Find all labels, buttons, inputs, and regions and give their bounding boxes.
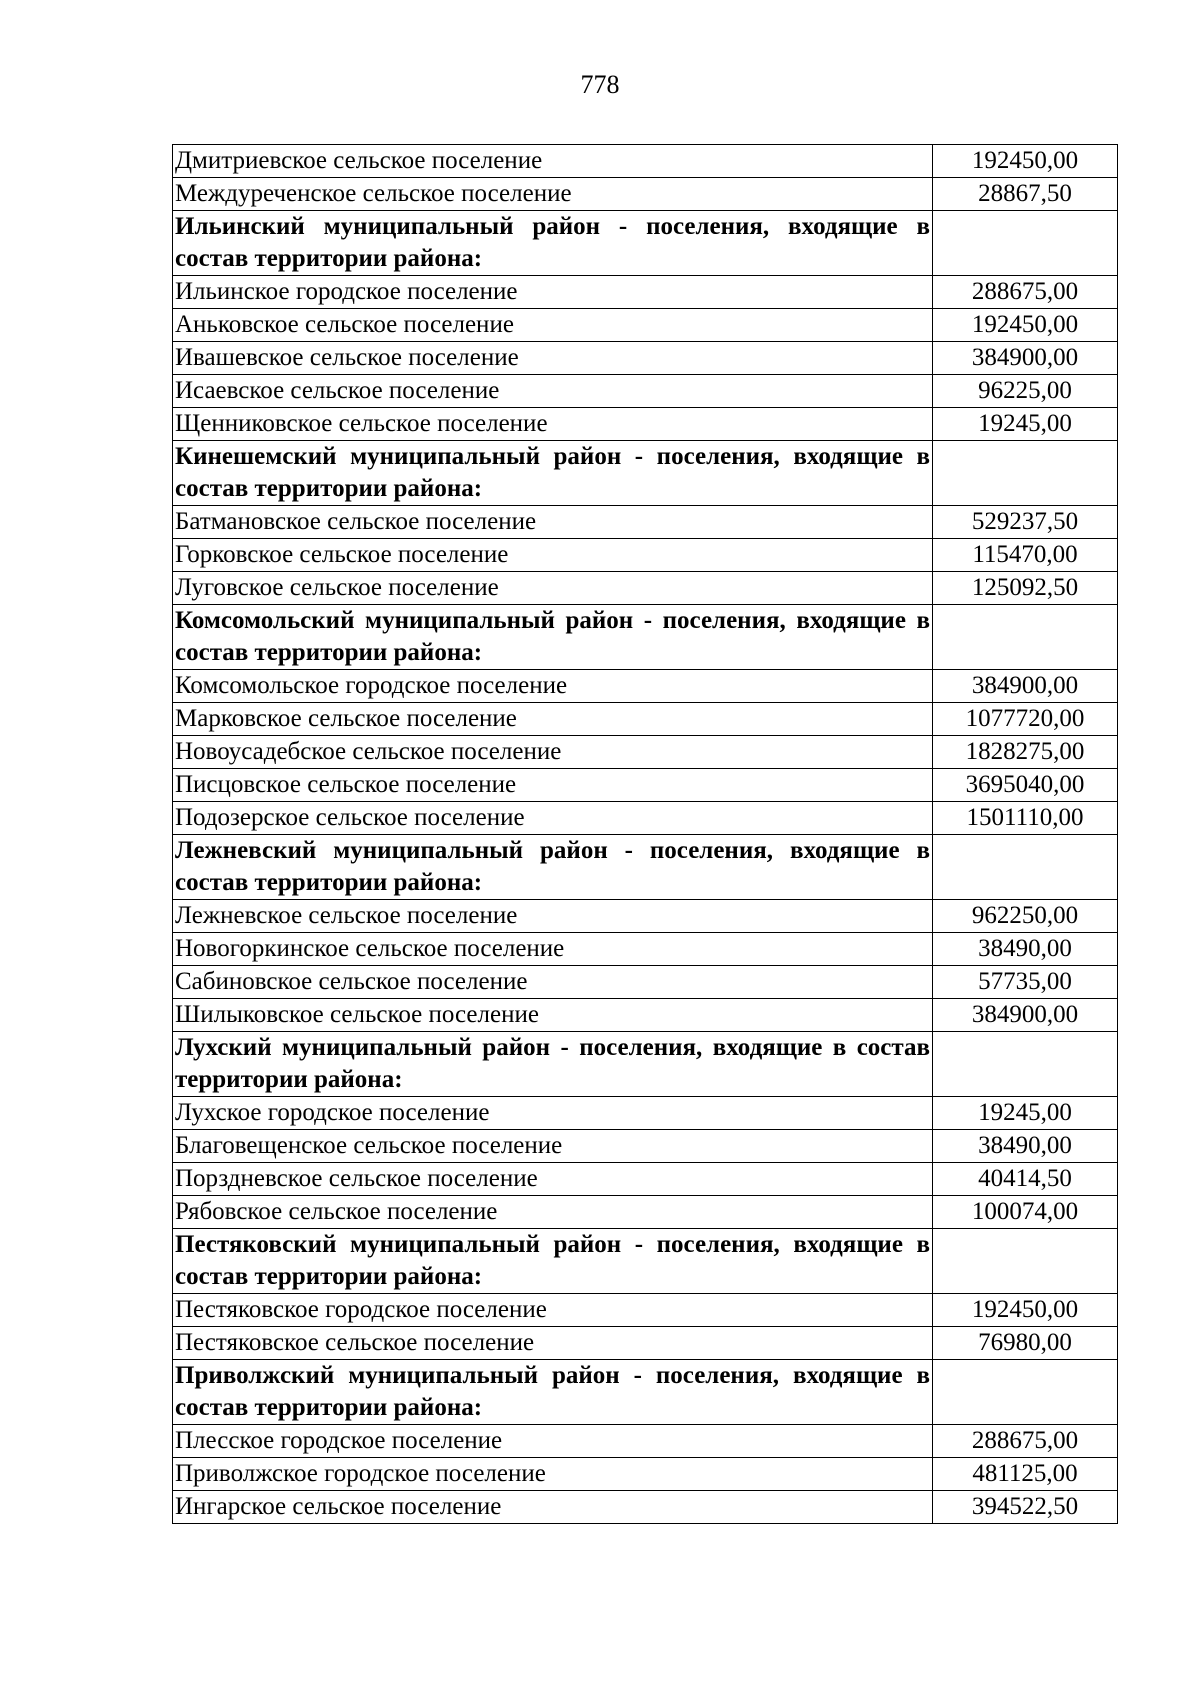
amount-cell: 481125,00 — [933, 1458, 1118, 1491]
settlement-name-cell: Марковское сельское поселение — [173, 703, 933, 736]
district-header-row — [173, 1360, 1118, 1425]
page-number: 778 — [580, 70, 620, 99]
amount-cell: 384900,00 — [933, 342, 1118, 375]
table-row — [173, 736, 1118, 769]
amount-cell: 1077720,00 — [933, 703, 1118, 736]
district-header-cell: Приволжский муниципальный район - поселения, входящие в состав территории района: — [173, 1360, 933, 1425]
table-row — [173, 1097, 1118, 1130]
district-header-row — [173, 441, 1118, 506]
settlement-name-cell: Новоусадебское сельское поселение — [173, 736, 933, 769]
settlement-name-cell: Ингарское сельское поселение — [173, 1491, 933, 1524]
district-header-row — [173, 605, 1118, 670]
table-row — [173, 703, 1118, 736]
settlement-name-cell: Порздневское сельское поселение — [173, 1163, 933, 1196]
settlement-name-cell: Луговское сельское поселение — [173, 572, 933, 605]
district-header-cell: Комсомольский муниципальный район - поселения, входящие в состав территории района: — [173, 605, 933, 670]
amount-cell: 19245,00 — [933, 408, 1118, 441]
amount-cell: 38490,00 — [933, 933, 1118, 966]
amount-cell: 100074,00 — [933, 1196, 1118, 1229]
table-row — [173, 408, 1118, 441]
district-header-cell: Ильинский муниципальный район - поселения, входящие в состав территории района: — [173, 211, 933, 276]
settlement-name-cell: Батмановское сельское поселение — [173, 506, 933, 539]
amount-cell — [933, 1229, 1118, 1294]
settlement-name-cell: Приволжское городское поселение — [173, 1458, 933, 1491]
settlement-name-cell: Ивашевское сельское поселение — [173, 342, 933, 375]
district-header-row — [173, 211, 1118, 276]
table-row — [173, 145, 1118, 178]
table-row — [173, 1196, 1118, 1229]
table-row — [173, 1327, 1118, 1360]
table-row — [173, 769, 1118, 802]
table-row — [173, 1130, 1118, 1163]
amount-cell: 76980,00 — [933, 1327, 1118, 1360]
table-body — [173, 145, 1118, 1524]
table-row — [173, 1425, 1118, 1458]
table-row — [173, 1163, 1118, 1196]
table-row — [173, 900, 1118, 933]
amount-cell — [933, 211, 1118, 276]
amount-cell: 394522,50 — [933, 1491, 1118, 1524]
table-row — [173, 999, 1118, 1032]
amount-cell — [933, 1360, 1118, 1425]
district-header-cell: Пестяковский муниципальный район - поселения, входящие в состав территории района: — [173, 1229, 933, 1294]
settlements-allocation-table — [172, 144, 1118, 1524]
settlement-name-cell: Шилыковское сельское поселение — [173, 999, 933, 1032]
amount-cell: 3695040,00 — [933, 769, 1118, 802]
settlement-name-cell: Плесское городское поселение — [173, 1425, 933, 1458]
settlement-name-cell: Подозерское сельское поселение — [173, 802, 933, 835]
amount-cell: 40414,50 — [933, 1163, 1118, 1196]
amount-cell — [933, 835, 1118, 900]
amount-cell: 125092,50 — [933, 572, 1118, 605]
district-header-cell: Лухский муниципальный район - поселения, входящие в состав территории района: — [173, 1032, 933, 1097]
amount-cell — [933, 441, 1118, 506]
table-row — [173, 1458, 1118, 1491]
amount-cell — [933, 1032, 1118, 1097]
settlement-name-cell: Лухское городское поселение — [173, 1097, 933, 1130]
table-row — [173, 802, 1118, 835]
amount-cell: 288675,00 — [933, 1425, 1118, 1458]
settlement-name-cell: Комсомольское городское поселение — [173, 670, 933, 703]
district-header-cell: Лежневский муниципальный район - поселения, входящие в состав территории района: — [173, 835, 933, 900]
settlement-name-cell: Ильинское городское поселение — [173, 276, 933, 309]
district-header-row — [173, 1229, 1118, 1294]
table-row — [173, 1294, 1118, 1327]
table-row — [173, 670, 1118, 703]
settlement-name-cell: Писцовское сельское поселение — [173, 769, 933, 802]
settlement-name-cell: Аньковское сельское поселение — [173, 309, 933, 342]
table-row — [173, 572, 1118, 605]
table-row — [173, 309, 1118, 342]
table-row — [173, 1491, 1118, 1524]
settlement-name-cell: Благовещенское сельское поселение — [173, 1130, 933, 1163]
table-row — [173, 178, 1118, 211]
amount-cell: 28867,50 — [933, 178, 1118, 211]
amount-cell: 192450,00 — [933, 309, 1118, 342]
district-header-cell: Кинешемский муниципальный район - поселения, входящие в состав территории района: — [173, 441, 933, 506]
settlement-name-cell: Дмитриевское сельское поселение — [173, 145, 933, 178]
table-row — [173, 276, 1118, 309]
amount-cell: 384900,00 — [933, 670, 1118, 703]
amount-cell: 38490,00 — [933, 1130, 1118, 1163]
amount-cell: 19245,00 — [933, 1097, 1118, 1130]
settlement-name-cell: Рябовское сельское поселение — [173, 1196, 933, 1229]
table-row — [173, 539, 1118, 572]
district-header-row — [173, 1032, 1118, 1097]
settlement-name-cell: Сабиновское сельское поселение — [173, 966, 933, 999]
table-row — [173, 342, 1118, 375]
settlement-name-cell: Новогоркинское сельское поселение — [173, 933, 933, 966]
amount-cell — [933, 605, 1118, 670]
settlement-name-cell: Пестяковское городское поселение — [173, 1294, 933, 1327]
amount-cell: 1828275,00 — [933, 736, 1118, 769]
amount-cell: 288675,00 — [933, 276, 1118, 309]
amount-cell: 192450,00 — [933, 145, 1118, 178]
table-row — [173, 375, 1118, 408]
settlement-name-cell: Пестяковское сельское поселение — [173, 1327, 933, 1360]
settlement-name-cell: Щенниковское сельское поселение — [173, 408, 933, 441]
amount-cell: 529237,50 — [933, 506, 1118, 539]
amount-cell: 1501110,00 — [933, 802, 1118, 835]
table-row — [173, 506, 1118, 539]
settlement-name-cell: Лежневское сельское поселение — [173, 900, 933, 933]
settlement-name-cell: Исаевское сельское поселение — [173, 375, 933, 408]
table-row — [173, 966, 1118, 999]
amount-cell: 57735,00 — [933, 966, 1118, 999]
amount-cell: 115470,00 — [933, 539, 1118, 572]
settlement-name-cell: Междуреченское сельское поселение — [173, 178, 933, 211]
table-row — [173, 933, 1118, 966]
amount-cell: 962250,00 — [933, 900, 1118, 933]
district-header-row — [173, 835, 1118, 900]
amount-cell: 384900,00 — [933, 999, 1118, 1032]
settlement-name-cell: Горковское сельское поселение — [173, 539, 933, 572]
amount-cell: 192450,00 — [933, 1294, 1118, 1327]
amount-cell: 96225,00 — [933, 375, 1118, 408]
